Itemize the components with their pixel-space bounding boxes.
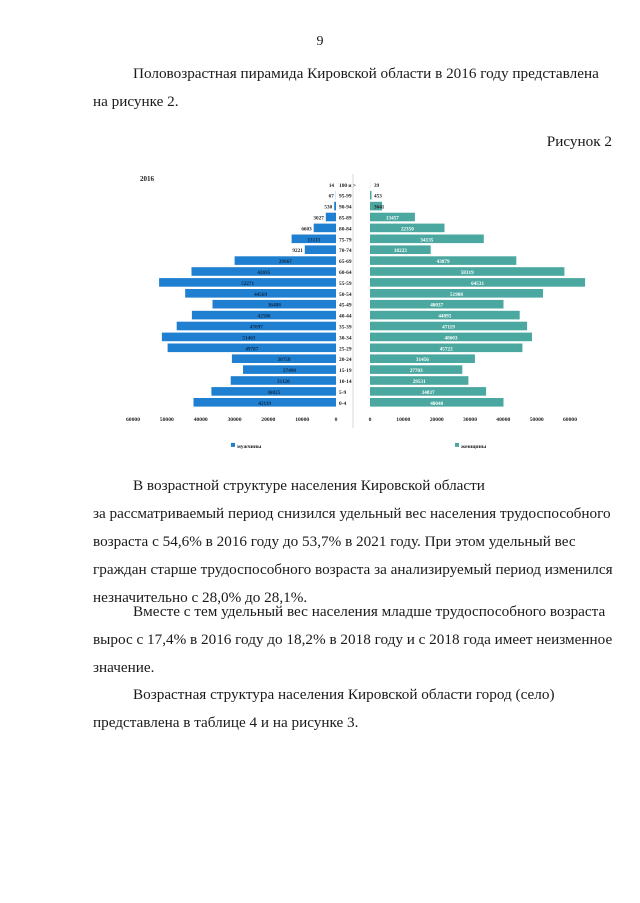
- men-axis-tick: 0: [334, 416, 338, 423]
- women-bar: [370, 191, 372, 200]
- women-value-label: 453: [374, 193, 382, 200]
- body-paragraph-2: [93, 472, 613, 612]
- women-value-label: 51908: [450, 291, 463, 298]
- age-group-label: 30-34: [339, 335, 352, 342]
- age-group-label: 100 и >: [339, 182, 356, 189]
- men-value-label: 42695: [257, 270, 271, 276]
- age-group-label: 35-39: [339, 324, 352, 331]
- age-group-label: 95-99: [339, 193, 352, 200]
- men-value-label: 36488: [267, 302, 281, 309]
- men-axis-tick: 50000: [159, 416, 174, 423]
- women-value-label: 29531: [412, 379, 426, 385]
- women-value-label: 44895: [438, 313, 452, 320]
- women-legend-label: женщины: [461, 443, 487, 450]
- p2-line-1: В возрастной структуре населения Кировской области: [133, 477, 485, 494]
- age-group-label: 75-79: [339, 237, 352, 244]
- men-bar: [326, 213, 336, 222]
- men-value-label: 67: [328, 193, 334, 200]
- age-group-label: 0-4: [339, 400, 347, 407]
- page-number: 9: [316, 34, 324, 49]
- age-group-label: 40-44: [339, 313, 352, 320]
- men-value-label: 52271: [241, 280, 255, 287]
- intro-line-1: Половозрастная пирамида Кировской области в 2016 году представлена: [133, 65, 599, 82]
- age-group-label: 50-54: [339, 291, 352, 298]
- age-group-label: 5-9: [339, 389, 347, 396]
- women-axis-tick: 40000: [496, 416, 511, 423]
- p3-line-1: Вместе с тем удельный вес населения младше трудоспособного возраста: [133, 603, 606, 620]
- men-value-label: 30758: [277, 357, 291, 364]
- p2-line-3: возраста с 54,6% в 2016 году до 53,7% в 2021 году. При этом удельный вес: [93, 533, 576, 550]
- age-group-label: 85-89: [339, 215, 352, 222]
- age-group-label: 60-64: [339, 270, 352, 276]
- women-value-label: 40037: [430, 302, 444, 309]
- body-paragraph-3: [93, 598, 613, 682]
- age-group-label: 55-59: [339, 280, 352, 287]
- age-group-label: 10-14: [339, 379, 352, 385]
- women-axis-tick: 50000: [529, 416, 544, 423]
- men-legend-label: мужчины: [237, 443, 262, 450]
- age-group-label: 70-74: [339, 248, 352, 255]
- women-value-label: 39: [374, 182, 380, 189]
- women-value-label: 22350: [400, 226, 414, 233]
- age-group-label: 80-84: [339, 226, 352, 233]
- men-legend-swatch: [231, 443, 235, 447]
- women-value-label: 34135: [420, 237, 434, 244]
- men-value-label: 9221: [292, 248, 303, 255]
- p3-line-2: вырос с 17,4% в 2016 году до 18,2% в 2018 году и с 2018 года имеет неизменное: [93, 631, 613, 648]
- men-value-label: 27490: [283, 368, 296, 375]
- women-value-label: 34837: [421, 389, 435, 396]
- age-group-label: 65-69: [339, 259, 352, 266]
- men-axis-tick: 40000: [193, 416, 208, 423]
- men-axis-tick: 60000: [126, 416, 140, 423]
- women-value-label: 64531: [471, 280, 485, 287]
- men-axis-tick: 20000: [261, 416, 276, 423]
- body-paragraph-4: [93, 681, 613, 737]
- women-legend-swatch: [455, 443, 459, 447]
- men-value-label: 44569: [254, 291, 268, 298]
- women-value-label: 45722: [439, 346, 453, 353]
- p4-line-2: представлена в таблице 4 и на рисунке 3.: [93, 714, 359, 731]
- men-value-label: 31120: [277, 379, 290, 385]
- p2-line-5: незначительно с 28,0% до 28,1%.: [93, 589, 308, 606]
- women-value-label: 58319: [460, 270, 474, 276]
- women-axis-tick: 20000: [429, 416, 444, 423]
- men-bar: [334, 202, 336, 211]
- women-value-label: 18223: [393, 248, 407, 255]
- women-value-label: 31456: [415, 357, 429, 364]
- men-value-label: 47097: [249, 324, 263, 331]
- men-axis-tick: 30000: [227, 416, 242, 423]
- women-axis-tick: 60000: [563, 416, 577, 423]
- age-group-label: 15-19: [339, 368, 352, 375]
- men-value-label: 42586: [257, 313, 271, 320]
- p2-line-2: за рассматриваемый период снизился удельный вес населения трудоспособного: [93, 505, 611, 522]
- men-axis-tick: 10000: [295, 416, 310, 423]
- women-axis-tick: 10000: [396, 416, 411, 423]
- women-value-label: 27703: [409, 368, 423, 375]
- women-axis-tick: 0: [368, 416, 372, 423]
- age-group-label: 20-24: [339, 357, 352, 364]
- age-group-label: 25-29: [339, 346, 352, 353]
- men-value-label: 51463: [242, 335, 256, 342]
- chart-title: 2016: [140, 175, 154, 183]
- men-bar: [314, 224, 336, 233]
- men-value-label: 29967: [278, 259, 292, 266]
- women-axis-tick: 30000: [463, 416, 477, 423]
- age-group-label: 90-94: [339, 204, 352, 211]
- p4-line-1: Возрастная структура населения Кировской области город (село): [133, 686, 555, 703]
- men-value-label: 36825: [267, 389, 281, 396]
- men-value-label: 530: [324, 204, 333, 211]
- men-bar: [305, 245, 336, 254]
- p2-line-4: граждан старше трудоспособного возраста за анализируемый период изменился: [93, 561, 613, 578]
- women-value-label: 3641: [374, 204, 385, 211]
- age-group-label: 45-49: [339, 302, 352, 309]
- men-value-label: 42119: [258, 400, 272, 407]
- women-value-label: 48603: [444, 335, 458, 342]
- men-value-label: 14: [328, 182, 334, 189]
- men-value-label: 3027: [313, 215, 324, 222]
- women-value-label: 40040: [430, 400, 444, 407]
- intro-line-2: на рисунке 2.: [93, 93, 179, 110]
- figure-label: Рисунок 2: [546, 133, 612, 150]
- population-pyramid-chart: [118, 170, 594, 450]
- women-value-label: 47119: [442, 324, 455, 331]
- women-value-label: 43879: [436, 259, 450, 266]
- men-value-label: 13113: [307, 237, 321, 244]
- intro-paragraph: [93, 60, 613, 116]
- men-value-label: 6603: [301, 226, 312, 233]
- men-value-label: 49787: [245, 346, 259, 353]
- p3-line-3: значение.: [93, 659, 155, 676]
- women-value-label: 13457: [385, 215, 399, 222]
